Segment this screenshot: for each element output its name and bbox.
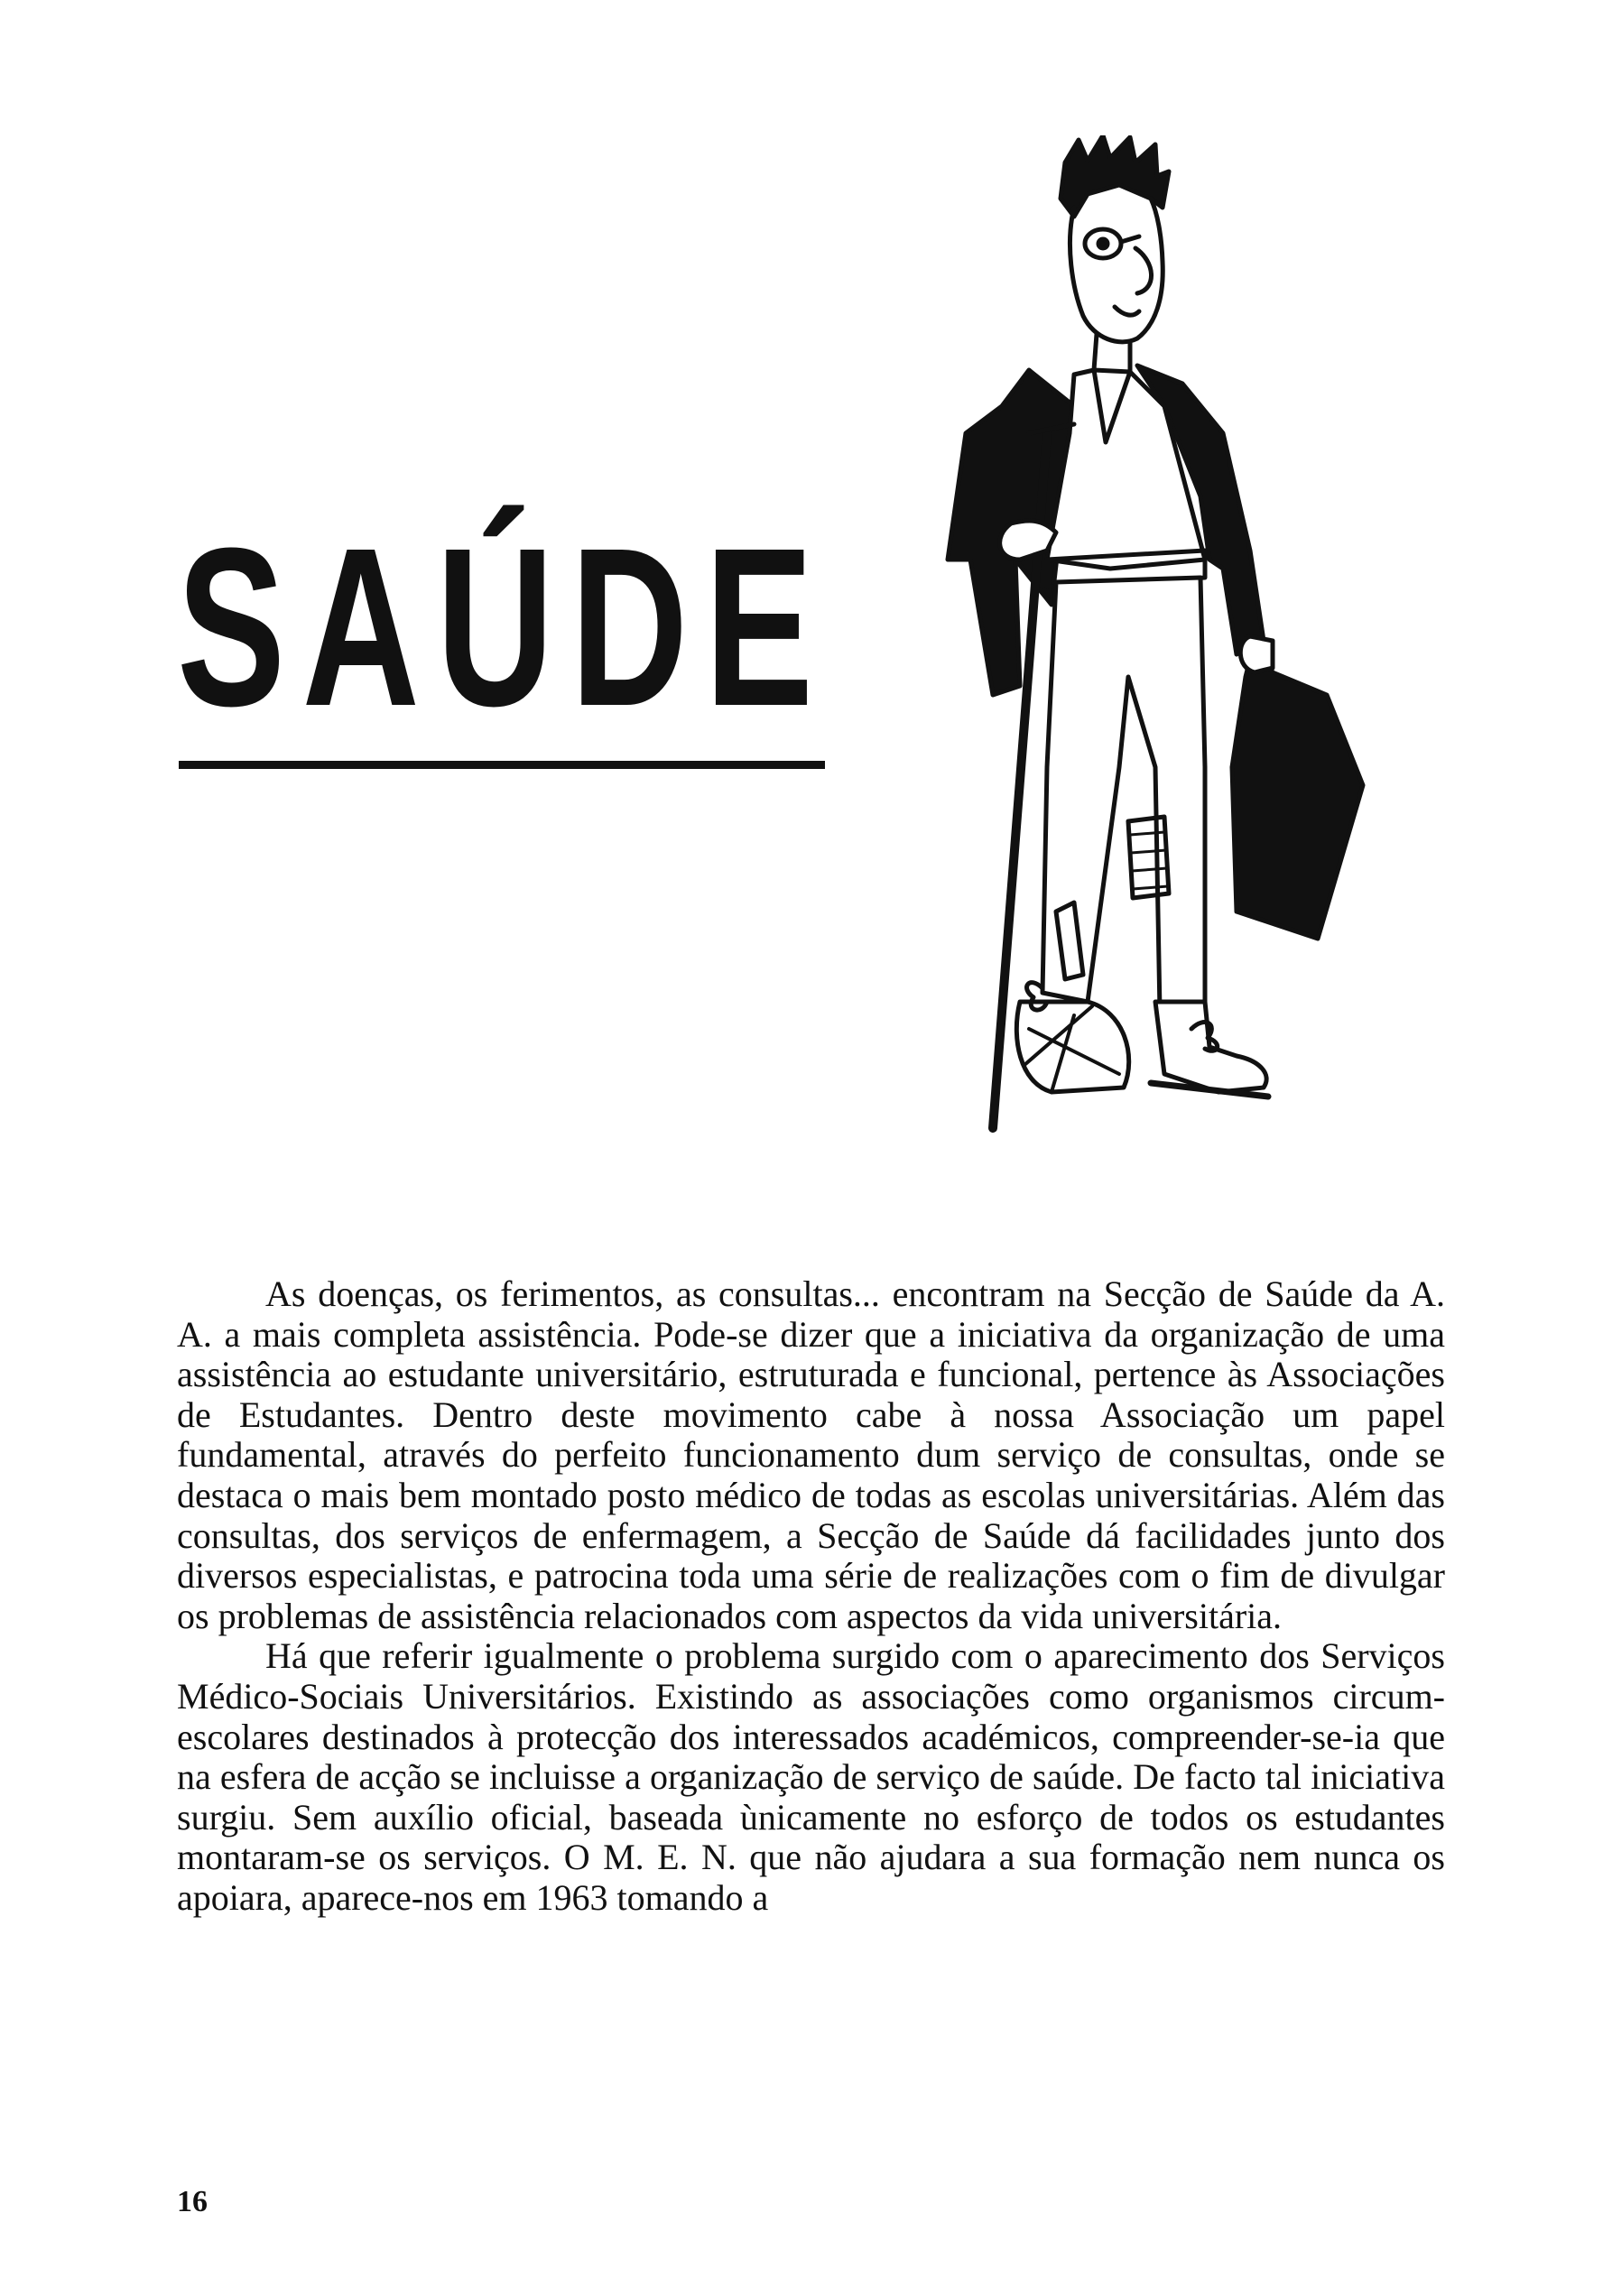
- paragraph: As doenças, os ferimentos, as consultas... encontram na Secção de Saúde da A. A. a mais completa assistência. Pode-se dizer que a iniciativa da organização de uma assistência ao estudante universitário, estruturada e funcional, pertence às Associações de Estudantes. Dentro deste movimento cabe à nossa Associação um papel fundamental, através do perfeito funcionamento dum serviço de consultas, onde se destaca o mais bem montado posto médico de todas as escolas universitárias. Além das consultas, dos serviços de enfermagem, a Secção de Saúde dá facilidades junto dos diversos especialistas, e patrocina toda uma série de realizações com o fim de divulgar os problemas de assistência relacionados com aspectos da vida universitária.: [177, 1273, 1445, 1636]
- briefcase: [1232, 654, 1363, 939]
- student-cartoon-illustration: [894, 135, 1471, 1182]
- page-number: 16: [177, 2185, 208, 2218]
- paragraph: Há que referir igualmente o problema surgido com o aparecimento dos Serviços Médico-Sociais Universitários. Existindo as associações como organismos circum-escolares destinados à protecção dos interessados académicos, compreender-se-ia que na esfera de acção se incluisse a organização de serviço de saúde. De facto tal iniciativa surgiu. Sem auxílio oficial, baseada ùnicamente no esforço de todos os estudantes montaram-se os serviços. O M. E. N. que não ajudara a sua formação nem nunca os apoiara, aparece-nos em 1963 tomando a: [177, 1635, 1445, 1918]
- title-underline: [179, 761, 825, 769]
- page-title: SAÚDE: [177, 501, 830, 753]
- article-body: [177, 1274, 1445, 1919]
- sandal-foot: [1155, 1002, 1266, 1092]
- trousers: [1042, 578, 1205, 1011]
